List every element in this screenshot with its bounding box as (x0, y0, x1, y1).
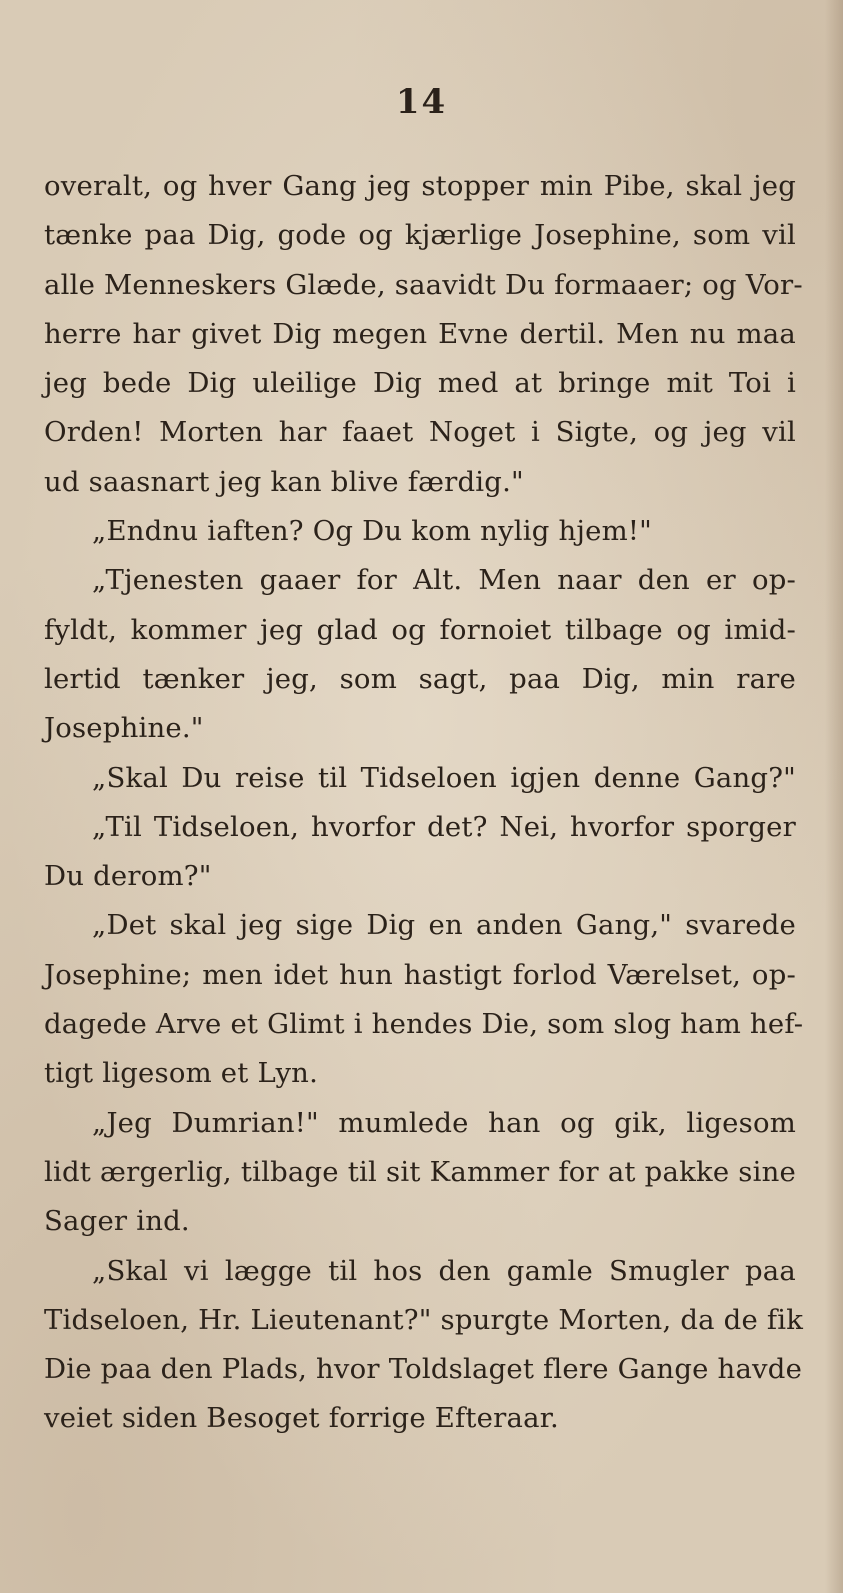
text-line: „Det skal jeg sige Dig en anden Gang," svarede (92, 909, 796, 942)
text-line: lidt ærgerlig, tilbage til sit Kammer for at pakke sine (44, 1155, 796, 1188)
body-text (44, 162, 804, 1444)
text-line: herre har givet Dig megen Evne dertil. Men nu maa (44, 317, 796, 350)
page-number: 14 (395, 82, 448, 122)
text-line: Sager ind. (44, 1205, 190, 1238)
text-line: lertid tænker jeg, som sagt, paa Dig, min rare (44, 662, 796, 695)
page-edge-shadow (825, 0, 843, 1593)
text-line: overalt, og hver Gang jeg stopper min Pibe, skal jeg (44, 170, 796, 202)
text-line: „Skal Du reise til Tidseloen igjen denne Gang?" (92, 761, 796, 794)
text-line: „Jeg Dumrian!" mumlede han og gik, ligesom (92, 1106, 796, 1139)
text-line: Josephine." (44, 712, 204, 745)
text-line: veiet siden Besoget forrige Efteraar. (44, 1402, 559, 1435)
text-line: Josephine; men idet hun hastigt forlod Værelset, op- (44, 958, 796, 991)
text-line: „Endnu iaften? Og Du kom nylig hjem!" (92, 515, 652, 548)
text-line: jeg bede Dig uleilige Dig med at bringe mit Toi i (44, 367, 796, 400)
text-line: „Til Tidseloen, hvorfor det? Nei, hvorfor sporger (92, 810, 796, 843)
text-line: Du derom?" (44, 860, 212, 893)
text-line: dagede Arve et Glimt i hendes Die, som slog ham hef- (44, 1008, 804, 1041)
text-line: Die paa den Plads, hvor Toldslaget flere Gange havde (44, 1353, 803, 1386)
text-line: Tidseloen, Hr. Lieutenant?" spurgte Morten, da de fik (44, 1303, 804, 1336)
text-line: ud saasnart jeg kan blive færdig." (44, 465, 524, 498)
text-line: „Tjenesten gaaer for Alt. Men naar den er op- (92, 564, 796, 597)
text-line: tænke paa Dig, gode og kjærlige Josephine, som vil (44, 219, 796, 252)
text-line: Orden! Morten har faaet Noget i Sigte, og jeg vil (44, 416, 796, 449)
text-line: fyldt, kommer jeg glad og fornoiet tilbage og imid- (44, 613, 796, 646)
text-line: „Skal vi lægge til hos den gamle Smugler paa (92, 1254, 796, 1287)
text-line: tigt ligesom et Lyn. (44, 1057, 319, 1090)
text-line: alle Menneskers Glæde, saavidt Du formaaer; og Vor- (44, 268, 803, 301)
